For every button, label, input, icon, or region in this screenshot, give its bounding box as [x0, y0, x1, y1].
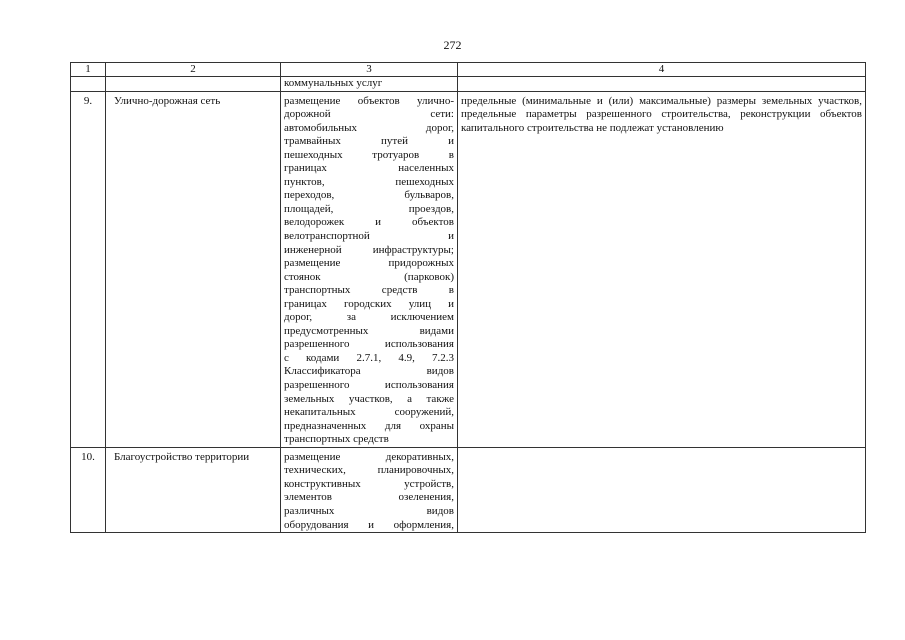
header-col-1: 1	[71, 63, 106, 77]
cell-num: 9.	[71, 91, 106, 447]
description-line: разрешенного использования	[284, 379, 454, 392]
description-line: некапитальных сооружений,	[284, 406, 454, 419]
header-col-4: 4	[458, 63, 866, 77]
description-line: оборудования и оформления,	[284, 518, 454, 531]
description-line: велодорожек и объектов	[284, 216, 454, 229]
table-row	[71, 447, 866, 532]
description-line: предусмотренных видами	[284, 324, 454, 337]
description-line: транспортных средств в	[284, 284, 454, 297]
description-line: элементов озеленения,	[284, 491, 454, 504]
cell-params: предельные (минимальные и (или) максимальные) размеры земельных участков, предельные параметры разрешенного строительства, реконструкции объектов капитального строительства не подлежат установлению	[458, 91, 866, 447]
description-line: транспортных средств	[284, 433, 389, 446]
cell-description	[281, 447, 458, 532]
table-header-row	[71, 63, 866, 77]
description-line: размещение придорожных	[284, 257, 454, 270]
description-line: земельных участков, а также	[284, 392, 454, 405]
cell-params	[458, 447, 866, 532]
description-line: инженерной инфраструктуры;	[284, 243, 454, 256]
description-line: технических, планировочных,	[284, 464, 454, 477]
cell-params	[458, 77, 866, 92]
cell-name: Благоустройство территории	[106, 447, 281, 532]
description-line: различных видов	[284, 504, 454, 517]
description-line: конструктивных устройств,	[284, 477, 454, 490]
description-line: автомобильных дорог,	[284, 121, 454, 134]
page-number: 272	[443, 38, 462, 52]
table-row-continuation	[71, 77, 866, 92]
description-line: с кодами 2.7.1, 4.9, 7.2.3	[284, 351, 454, 364]
table-row	[71, 91, 866, 447]
cell-num: 10.	[71, 447, 106, 532]
header-col-3: 3	[281, 63, 458, 77]
description-line: Классификатора видов	[284, 365, 454, 378]
description-line: размещение декоративных,	[284, 450, 454, 463]
description-line: пешеходных тротуаров в	[284, 148, 454, 161]
description-line: границах населенных	[284, 162, 454, 175]
description-line: границах городских улиц и	[284, 297, 454, 310]
description-line: дорожной сети:	[284, 108, 454, 121]
cell-description	[281, 91, 458, 447]
cell-num	[71, 77, 106, 92]
description-line: стоянок (парковок)	[284, 270, 454, 283]
description-line: трамвайных путей и	[284, 135, 454, 148]
description-line: пунктов, пешеходных	[284, 175, 454, 188]
description-line: предназначенных для охраны	[284, 419, 454, 432]
cell-description: коммунальных услуг	[281, 77, 458, 92]
description-line: дорог, за исключением	[284, 311, 454, 324]
description-line: разрешенного использования	[284, 338, 454, 351]
description-line: размещение объектов улично-	[284, 94, 454, 107]
cell-name: Улично-дорожная сеть	[106, 91, 281, 447]
description-line: велотранспортной и	[284, 230, 454, 243]
cell-name	[106, 77, 281, 92]
description-line: площадей, проездов,	[284, 202, 454, 215]
description-line: переходов, бульваров,	[284, 189, 454, 202]
land-use-table	[70, 62, 866, 533]
header-col-2: 2	[106, 63, 281, 77]
